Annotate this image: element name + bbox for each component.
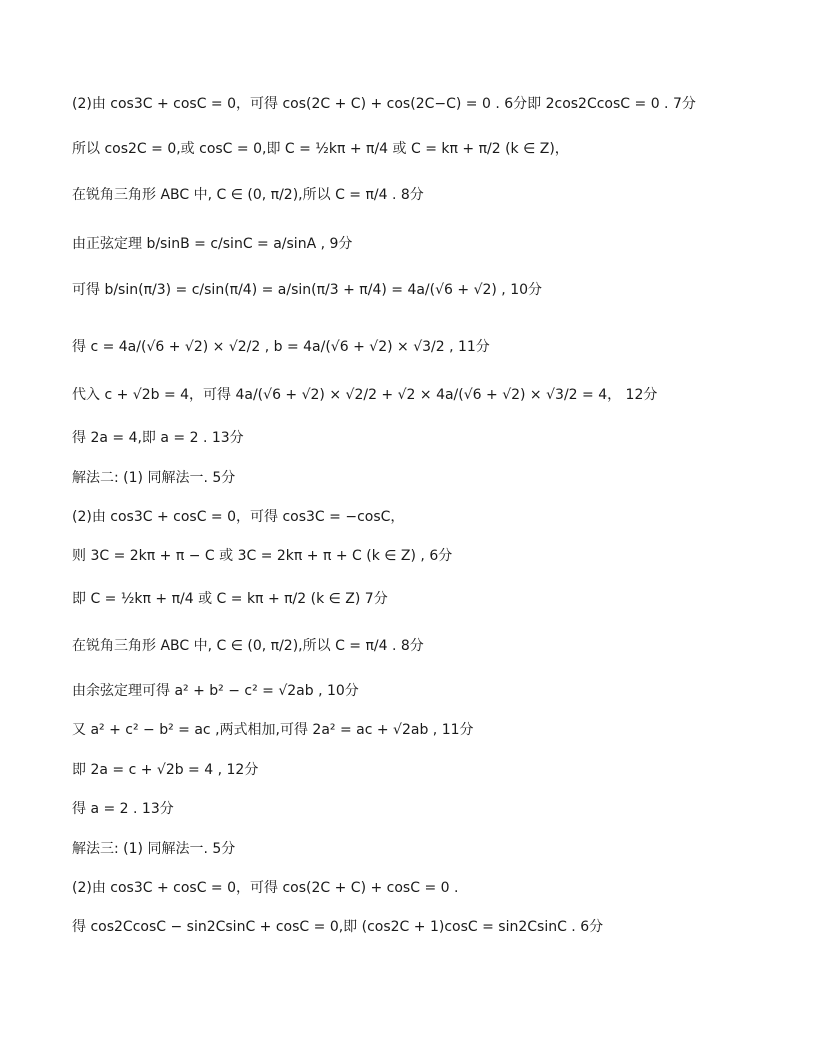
solution-line-13 — [72, 636, 424, 656]
solution-line-12 — [72, 589, 388, 609]
line-text: 由余弦定理可得 a² + b² − c² = √2ab , 10分 — [72, 683, 359, 699]
solution-line-8 — [72, 428, 244, 448]
solution-line-11 — [72, 546, 452, 566]
line-text: 代入 c + √2b = 4，可得 4a/(√6 + √2) × √2/2 + √2 × 4a/(√6 + √2) × √3/2 = 4， 12分 — [72, 387, 658, 403]
solution-line-16 — [72, 760, 258, 780]
line-text: 则 3C = 2kπ + π − C 或 3C = 2kπ + π + C (k ∈ Z) , 6分 — [72, 548, 453, 564]
line-text: 得 cos2CcosC − sin2CsinC + cosC = 0,即 (cos2C + 1)cosC = sin2CsinC . 6分 — [72, 919, 604, 935]
solution-line-17 — [72, 799, 174, 819]
method-two-heading — [72, 468, 235, 488]
method-three-heading — [72, 839, 235, 859]
line-text: 得 a = 2 . 13分 — [72, 801, 174, 817]
solution-line-2 — [72, 139, 569, 159]
solution-line-15 — [72, 720, 474, 740]
solution-line-20 — [72, 917, 603, 937]
line-text: 在锐角三角形 ABC 中, C ∈ (0, π/2),所以 C = π/4 . 8分 — [72, 638, 424, 654]
solution-line-1 — [72, 94, 696, 114]
line-text: 又 a² + c² − b² = ac ,两式相加,可得 2a² = ac + √2ab , 11分 — [72, 722, 474, 738]
solution-line-10 — [72, 507, 404, 527]
line-text: 得 2a = 4,即 a = 2 . 13分 — [72, 430, 244, 446]
line-text: (2)由 cos3C + cosC = 0，可得 cos(2C + C) + cos(2C−C) = 0 . 6分即 2cos2CcosC = 0 . 7分 — [72, 96, 696, 112]
line-text: 在锐角三角形 ABC 中, C ∈ (0, π/2),所以 C = π/4 . 8分 — [72, 187, 424, 203]
line-text: 解法二: (1) 同解法一. 5分 — [72, 470, 236, 486]
line-text: 即 C = ½kπ + π/4 或 C = kπ + π/2 (k ∈ Z) 7分 — [72, 591, 388, 607]
solution-line-14 — [72, 681, 359, 701]
line-text: 即 2a = c + √2b = 4 , 12分 — [72, 762, 259, 778]
line-text: 得 c = 4a/(√6 + √2) × √2/2 , b = 4a/(√6 + √2) × √3/2 , 11分 — [72, 339, 490, 355]
line-text: 由正弦定理 b/sinB = c/sinC = a/sinA , 9分 — [72, 236, 353, 252]
solution-line-5 — [72, 280, 542, 300]
line-text: (2)由 cos3C + cosC = 0，可得 cos3C = −cosC， — [72, 509, 405, 525]
solution-line-6 — [72, 337, 490, 357]
line-text: 解法三: (1) 同解法一. 5分 — [72, 841, 236, 857]
solution-line-3 — [72, 185, 424, 205]
solution-line-7 — [72, 385, 657, 405]
line-text: 所以 cos2C = 0,或 cosC = 0,即 C = ½kπ + π/4 或 C = kπ + π/2 (k ∈ Z)， — [72, 141, 569, 157]
line-text: 可得 b/sin(π/3) = c/sin(π/4) = a/sin(π/3 + π/4) = 4a/(√6 + √2) , 10分 — [72, 282, 543, 298]
solution-line-4 — [72, 234, 352, 254]
line-text: (2)由 cos3C + cosC = 0，可得 cos(2C + C) + cosC = 0 . — [72, 880, 459, 896]
solution-line-19 — [72, 878, 458, 898]
